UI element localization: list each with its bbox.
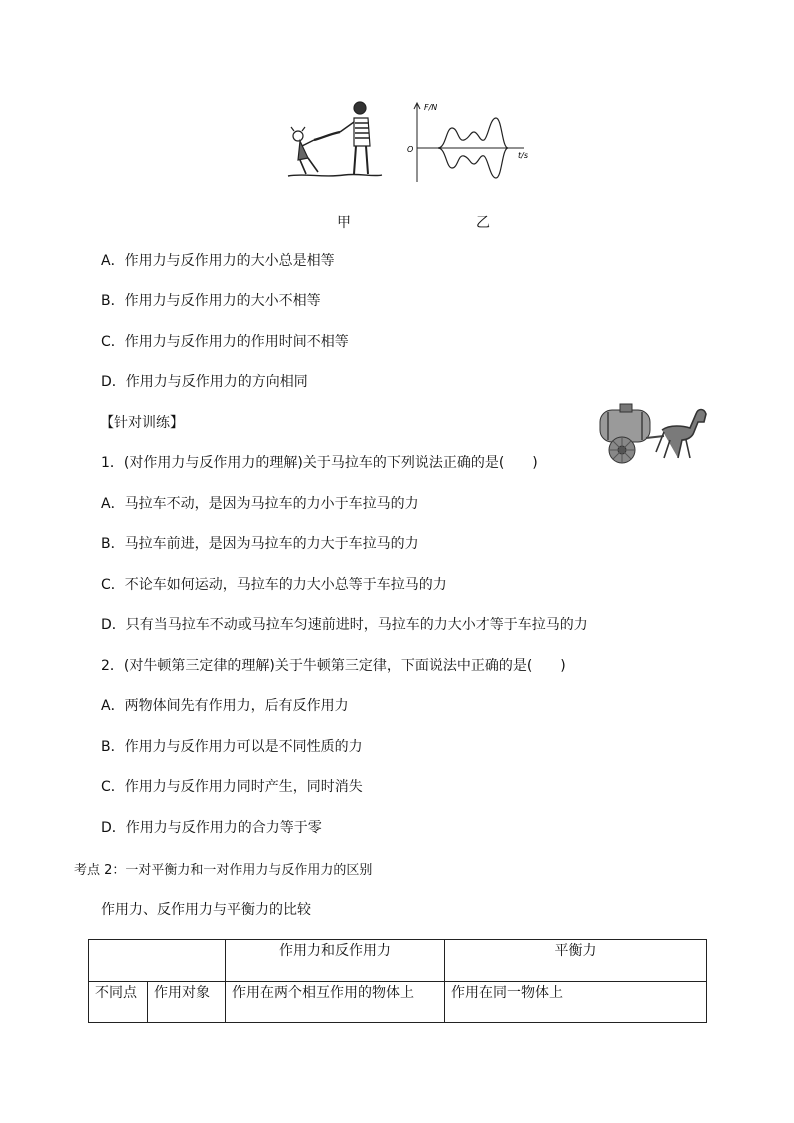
force-time-graph	[400, 100, 540, 184]
q2-option-a: A．两物体间先有作用力，后有反作用力	[101, 698, 349, 714]
table-cell-target: 作用对象	[148, 982, 226, 1023]
q2-option-b: B．作用力与反作用力可以是不同性质的力	[101, 739, 363, 755]
comparison-table	[88, 939, 707, 1023]
q2-stem: 2．(对牛顿第三定律的理解)关于牛顿第三定律，下面说法中正确的是( )	[101, 658, 566, 674]
q1-option-a: A．马拉车不动，是因为马拉车的力小于车拉马的力	[101, 496, 419, 512]
y-axis-label: F/N	[424, 103, 438, 112]
table-header-row	[89, 940, 707, 982]
table-header-empty	[89, 940, 226, 982]
option-d: D．作用力与反作用力的方向相同	[101, 374, 308, 390]
q1-option-d: D．只有当马拉车不动或马拉车匀速前进时，马拉车的力大小才等于车拉马的力	[101, 617, 588, 633]
comparison-subtitle: 作用力、反作用力与平衡力的比较	[101, 902, 311, 918]
figure-caption-right: 乙	[476, 215, 490, 231]
horse-cart-illustration	[594, 400, 714, 466]
lower-force-curve	[438, 148, 508, 178]
tug-of-war-illustration	[284, 96, 384, 180]
table-header-action-reaction: 作用力和反作用力	[226, 940, 445, 982]
table-cell-action-reaction-target: 作用在两个相互作用的物体上	[226, 982, 445, 1023]
table-row	[89, 982, 707, 1023]
origin-label: O	[407, 145, 414, 154]
option-a: A．作用力与反作用力的大小总是相等	[101, 253, 335, 269]
q1-stem: 1．(对作用力与反作用力的理解)关于马拉车的下列说法正确的是( )	[101, 455, 538, 471]
table-header-balance: 平衡力	[445, 940, 707, 982]
option-c: C．作用力与反作用力的作用时间不相等	[101, 334, 349, 350]
q2-option-c: C．作用力与反作用力同时产生，同时消失	[101, 779, 363, 795]
q1-option-b: B．马拉车前进，是因为马拉车的力大于车拉马的力	[101, 536, 419, 552]
training-heading: 【针对训练】	[100, 415, 184, 431]
upper-force-curve	[438, 118, 508, 148]
table-cell-difference: 不同点	[89, 982, 148, 1023]
figure-caption-left: 甲	[337, 215, 351, 231]
option-b: B．作用力与反作用力的大小不相等	[101, 293, 321, 309]
q1-option-c: C．不论车如何运动，马拉车的力大小总等于车拉马的力	[101, 577, 447, 593]
x-axis-label: t/s	[518, 151, 528, 160]
q2-option-d: D．作用力与反作用力的合力等于零	[101, 820, 322, 836]
table-cell-balance-target: 作用在同一物体上	[445, 982, 707, 1023]
kaodian-2-title: 考点 2：一对平衡力和一对作用力与反作用力的区别	[74, 863, 373, 878]
